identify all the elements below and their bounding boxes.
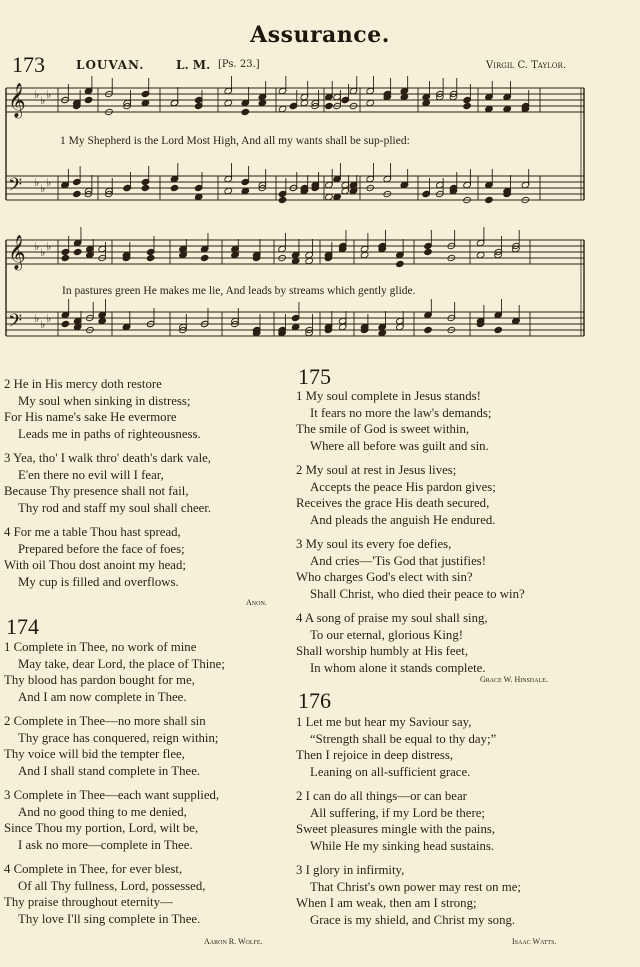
verse-line: “Strength shall be equal to thy day;” [310,731,497,746]
hymn-number-176: 176 [298,688,331,713]
svg-text:♭: ♭ [46,312,52,325]
svg-text:♭: ♭ [46,240,52,253]
verse-line: Who charges God's elect with sin? [296,570,473,584]
verse-line: 2 He in His mercy doth restore [4,377,162,391]
verse-line: To our eternal, glorious King! [310,627,463,642]
hymn-175-verses [296,388,636,676]
svg-text:𝄢: 𝄢 [8,175,23,200]
hymn-173-author: Anon. [246,598,267,607]
verse-line: E'en there no evil will I fear, [18,467,164,482]
verse-line: 3 Yea, tho' I walk thro' death's dark vale, [4,451,211,465]
svg-text:♭: ♭ [40,318,46,331]
verse-line: 1 Let me but hear my Saviour say, [296,715,472,729]
verse-line: I ask no more—complete in Thee. [18,837,193,852]
hymn-number-175: 175 [298,364,331,389]
hymn-174-author: Aaron R. Wolfe. [204,937,263,946]
verse-line: With oil Thou dost anoint my head; [4,558,186,572]
svg-text:♭: ♭ [34,176,40,189]
verse-line: 4 Complete in Thee, for ever blest, [4,862,183,876]
svg-text:♭: ♭ [40,246,46,259]
verse-line: Since Thou my portion, Lord, wilt be, [4,821,199,835]
verse-line: Grace is my shield, and Christ my song. [310,912,516,927]
svg-text:♭: ♭ [40,94,46,107]
scripture-reference: [Ps. 23.] [218,59,260,70]
verse-line: 3 My soul its every foe defies, [296,537,452,551]
verse-line: 3 I glory in infirmity, [296,863,405,877]
verse-line: Receives the grace His death secured, [296,496,490,510]
verse-line: Thy praise throughout eternity— [4,895,173,909]
tune-name: LOUVAN. [76,58,145,72]
verse-line: Because Thy presence shall not fail, [4,484,189,498]
verse-line: Then I rejoice in deep distress, [296,748,454,762]
verse-line: 2 Complete in Thee—no more shall sin [4,714,206,728]
verse-line: Thy blood has pardon bought for me, [4,673,195,687]
verse-line: Sweet pleasures mingle with the pains, [296,822,496,836]
verse-line: Thy grace has conquered, reign within; [18,730,219,745]
verse-line: Shall worship humbly at His feet, [296,644,469,658]
section-title: Assurance. [250,22,390,48]
verse-line: May take, dear Lord, the place of Thine; [18,656,225,671]
verse-line: My soul when sinking in distress; [18,393,191,408]
hymn-174-verses [4,639,294,927]
svg-text:♭: ♭ [46,176,52,189]
verse-line: The smile of God is sweet within, [296,422,470,436]
verse-line: And cries—'Tis God that justifies! [310,553,487,568]
hymn-175-author: Grace W. Hinsdale. [480,675,548,684]
svg-text:𝄢: 𝄢 [8,311,23,336]
music-system-1 [0,76,640,226]
verse-line: Leaning on all-sufficient grace. [310,764,471,779]
verse-line: 2 My soul at rest in Jesus lives; [296,463,457,477]
verse-line: While He my sinking head sustains. [310,838,495,853]
verse-line: And no good thing to me denied, [18,804,187,819]
verse-line: My cup is filled and overflows. [18,574,179,589]
verse-line: That Christ's own power may rest on me; [310,879,521,894]
svg-text:𝄞: 𝄞 [8,83,26,118]
verse-line: And I am now complete in Thee. [18,689,187,704]
hymn-number-173: 173 [12,52,45,77]
verse-line: 2 I can do all things—or can bear [296,789,467,803]
hymn-number-174: 174 [6,614,39,639]
verse-line: Thy voice will bid the tempter flee, [4,747,185,761]
verse-line: In whom alone it stands complete. [310,660,486,675]
verse-line: All suffering, if my Lord be there; [310,805,485,820]
hymn-173-verses [4,376,294,590]
verse-line: Where all before was guilt and sin. [310,438,489,453]
verse-line: Accepts the peace His pardon gives; [310,479,496,494]
verse-line: 4 For me a table Thou hast spread, [4,525,181,539]
verse-line: 1 My soul complete in Jesus stands! [296,389,481,403]
verse-line: And I shall stand complete in Thee. [18,763,201,778]
svg-text:♭: ♭ [46,88,52,101]
verse-line: 3 Complete in Thee—each want supplied, [4,788,220,802]
verse-line: 1 Complete in Thee, no work of mine [4,640,197,654]
verse-line: And pleads the anguish He endured. [310,512,496,527]
lyric-line-1: 1 My Shepherd is the Lord Most High, And all my wants shall be sup-plied: [60,135,410,147]
verse-line: Leads me in paths of righteousness. [18,426,201,441]
tune-meter: L. M. [176,58,211,72]
verse-line: Thy rod and staff my soul shall cheer. [18,500,212,515]
lyric-line-2: In pastures green He makes me lie, And leads by streams which gently glide. [62,285,416,297]
svg-text:𝄞: 𝄞 [8,235,26,270]
svg-text:♭: ♭ [34,88,40,101]
verse-line: Shall Christ, who died their peace to win? [310,586,525,601]
verse-line: Thy love I'll sing complete in Thee. [18,911,201,926]
hymn-176-author: Isaac Watts. [512,937,557,946]
svg-text:♭: ♭ [40,182,46,195]
verse-line: Prepared before the face of foes; [18,541,185,556]
verse-line: When I am weak, then am I strong; [296,896,477,910]
composer: Virgil C. Taylor. [486,60,566,71]
hymn-176-verses [296,714,636,928]
svg-text:♭: ♭ [34,240,40,253]
verse-line: For His name's sake He evermore [4,410,177,424]
verse-line: Of all Thy fullness, Lord, possessed, [18,878,206,893]
verse-line: 4 A song of praise my soul shall sing, [296,611,488,625]
verse-line: It fears no more the law's demands; [310,405,492,420]
svg-text:♭: ♭ [34,312,40,325]
